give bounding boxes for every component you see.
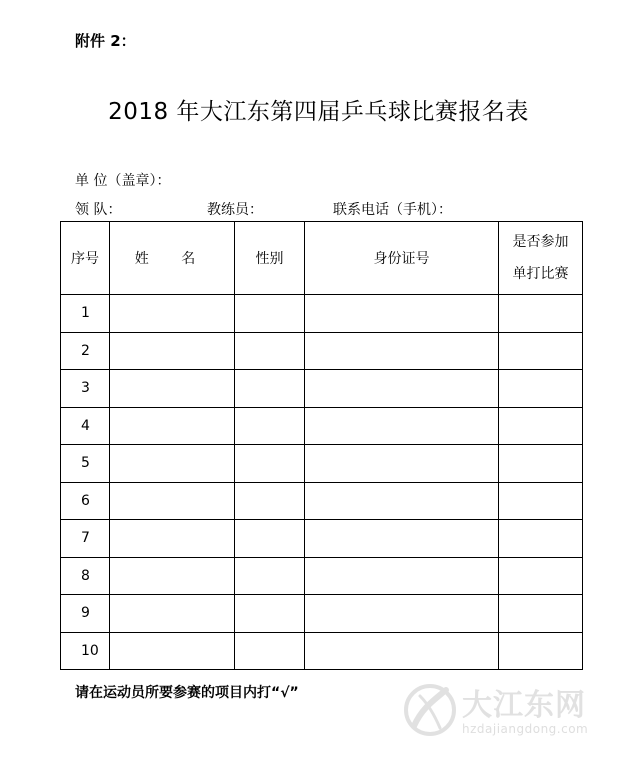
table-row (61, 520, 583, 558)
singles-check-cell[interactable] (499, 445, 583, 483)
singles-check-cell[interactable] (499, 370, 583, 408)
name-cell[interactable] (110, 332, 235, 370)
id-number-cell[interactable] (305, 632, 499, 670)
singles-check-cell[interactable] (499, 520, 583, 558)
gender-cell[interactable] (235, 445, 305, 483)
gender-cell[interactable] (235, 295, 305, 333)
singles-check-cell[interactable] (499, 482, 583, 520)
gender-cell[interactable] (235, 557, 305, 595)
id-number-cell[interactable] (305, 595, 499, 633)
name-cell[interactable] (110, 482, 235, 520)
table-row (61, 595, 583, 633)
table-row (61, 632, 583, 670)
form-title: 2018 年大江东第四届乒乓球比赛报名表 (108, 99, 529, 125)
singles-check-cell[interactable] (499, 295, 583, 333)
header-name (110, 222, 235, 295)
unit-field-label: 单 位（盖章）： (75, 173, 171, 189)
footnote-instruction: 请在运动员所要参赛的项目内打“√” (75, 685, 299, 701)
name-cell[interactable] (110, 595, 235, 633)
singles-check-cell[interactable] (499, 632, 583, 670)
id-number-cell[interactable] (305, 520, 499, 558)
name-cell[interactable] (110, 370, 235, 408)
table-row (61, 332, 583, 370)
gender-cell[interactable] (235, 332, 305, 370)
table-row (61, 295, 583, 333)
header-name-label: 姓 名 (134, 251, 210, 267)
header-gender: 性别 (235, 222, 305, 295)
id-number-cell[interactable] (305, 482, 499, 520)
table-row (61, 557, 583, 595)
table-row (61, 407, 583, 445)
registration-table (60, 221, 583, 670)
gender-cell[interactable] (235, 407, 305, 445)
row-index-cell: 6 (61, 482, 110, 520)
header-singles-line2: 单打比赛 (512, 266, 569, 282)
id-number-cell[interactable] (305, 370, 499, 408)
singles-check-cell[interactable] (499, 407, 583, 445)
row-index-cell: 2 (61, 332, 110, 370)
id-number-cell[interactable] (305, 407, 499, 445)
id-number-cell[interactable] (305, 557, 499, 595)
name-cell[interactable] (110, 295, 235, 333)
name-cell[interactable] (110, 407, 235, 445)
header-id-number: 身份证号 (305, 222, 499, 295)
table-row (61, 370, 583, 408)
name-cell[interactable] (110, 557, 235, 595)
gender-cell[interactable] (235, 482, 305, 520)
singles-check-cell[interactable] (499, 332, 583, 370)
row-index-cell: 3 (61, 370, 110, 408)
site-watermark (400, 674, 600, 746)
gender-cell[interactable] (235, 632, 305, 670)
attachment-label: 附件 2： (75, 32, 136, 50)
gender-cell[interactable] (235, 520, 305, 558)
table-header-row (61, 222, 583, 295)
row-index-cell: 5 (61, 445, 110, 483)
singles-check-cell[interactable] (499, 557, 583, 595)
header-singles-line1: 是否参加 (512, 234, 569, 250)
singles-check-cell[interactable] (499, 595, 583, 633)
row-index-cell: 7 (61, 520, 110, 558)
phone-field-label: 联系电话（手机）： (333, 202, 452, 218)
row-index-cell: 4 (61, 407, 110, 445)
watermark-url: hzdajiangdong.com (462, 722, 589, 736)
name-cell[interactable] (110, 520, 235, 558)
row-index-cell: 1 (61, 295, 110, 333)
watermark-logo-icon (400, 678, 458, 740)
table-body (61, 295, 583, 670)
table-row (61, 482, 583, 520)
name-cell[interactable] (110, 632, 235, 670)
watermark-brand: 大江东网 (462, 688, 586, 723)
id-number-cell[interactable] (305, 332, 499, 370)
team-info-line (75, 199, 595, 219)
coach-field-label: 教练员： (207, 202, 263, 218)
row-index-cell: 8 (61, 557, 110, 595)
name-cell[interactable] (110, 445, 235, 483)
table-row (61, 445, 583, 483)
id-number-cell[interactable] (305, 295, 499, 333)
gender-cell[interactable] (235, 370, 305, 408)
leader-field-label: 领 队： (75, 202, 122, 218)
gender-cell[interactable] (235, 595, 305, 633)
row-index-cell: 10 (61, 632, 110, 670)
header-index: 序号 (61, 222, 110, 295)
row-index-cell: 9 (61, 595, 110, 633)
id-number-cell[interactable] (305, 445, 499, 483)
header-singles (499, 222, 583, 295)
